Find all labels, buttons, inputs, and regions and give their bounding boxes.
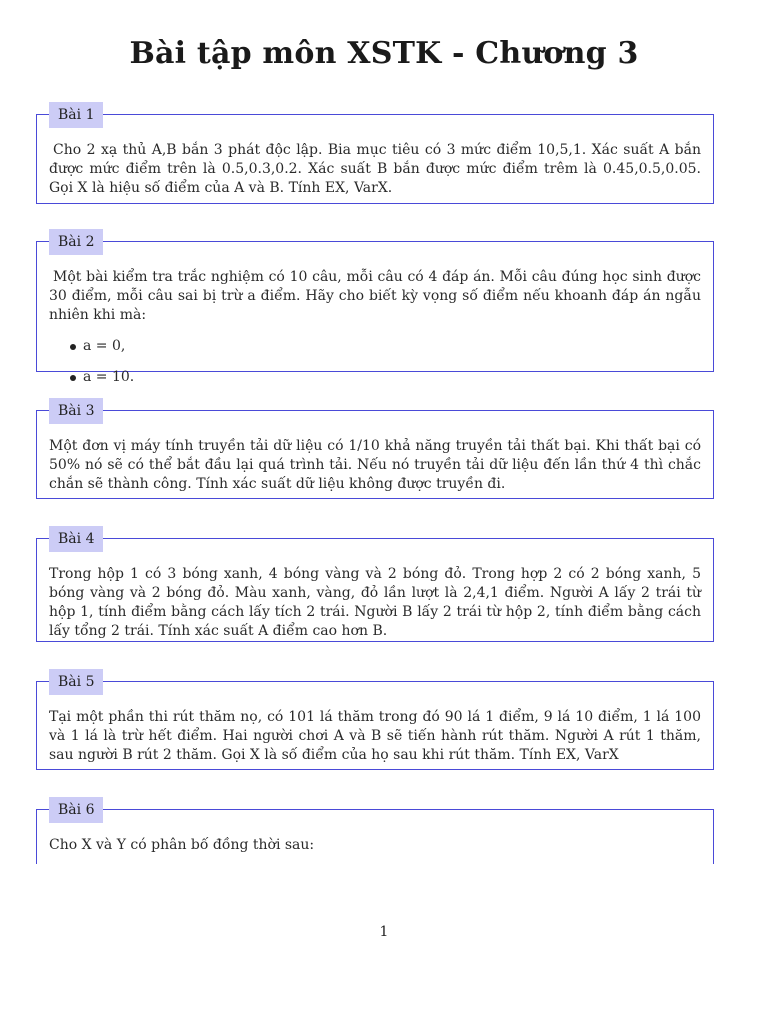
list-item: a = 10.	[71, 368, 701, 387]
problem-text-3: Một đơn vị máy tính truyền tải dữ liệu có 1/10 khả năng truyền tải thất bại. Khi thất bại có 50% nó sẽ có thể bắt đầu lại quá trình tải. Nếu nó truyền tải dữ liệu đến lần thứ 4 thì chắc chắn sẽ thành công. Tính xác suất dữ liệu không được truyền đi.	[49, 438, 701, 492]
problem-text-2: Một bài kiểm tra trắc nghiệm có 10 câu, mỗi câu có 4 đáp án. Mỗi câu đúng học sinh được 30 điểm, mỗi câu sai bị trừ a điểm. Hãy cho biết kỳ vọng số điểm nếu khoanh đáp án ngẫu nhiên khi mà:	[49, 269, 701, 323]
problem-box-5	[36, 674, 714, 770]
problem-box-3	[36, 403, 714, 499]
bullet-icon	[70, 344, 76, 350]
page-number: 1	[379, 924, 389, 940]
problem-label-2: Bài 2	[49, 229, 103, 255]
list-item: a = 0,	[71, 337, 701, 356]
problem-label-4: Bài 4	[49, 526, 103, 552]
problem-text-4: Trong hộp 1 có 3 bóng xanh, 4 bóng vàng và 2 bóng đỏ. Trong hợp 2 có 2 bóng xanh, 5 bóng vàng và 2 bóng đỏ. Màu xanh, vàng, đỏ lần lượt là 2,4,1 điểm. Người A lấy 2 trái từ hộp 1, tính điểm bằng cách lấy tích 2 trái. Người B lấy 2 trái từ hộp 2, tính điểm bằng cách lấy tổng 2 trái. Tính xác suất A điểm cao hơn B.	[49, 566, 701, 639]
problem-text-5: Tại một phần thi rút thăm nọ, có 101 lá thăm trong đó 90 lá 1 điểm, 9 lá 10 điểm, 1 lá 100 và 1 lá là trừ hết điểm. Hai người chơi A và B sẽ tiến hành rút thăm. Người A rút 1 thăm, sau người B rút 2 thăm. Gọi X là số điểm của họ sau khi rút thăm. Tính EX, VarX	[49, 709, 701, 763]
problem-label-6: Bài 6	[49, 797, 103, 823]
problem-text-6: Cho X và Y có phân bố đồng thời sau:	[49, 837, 315, 853]
problem-box-6	[36, 802, 714, 864]
problem-box-2	[36, 234, 714, 385]
problem-label-5: Bài 5	[49, 669, 103, 695]
bullet-icon	[70, 375, 76, 381]
problem-label-1: Bài 1	[49, 102, 103, 128]
problem-box-1	[36, 107, 714, 204]
problem-text-1: Cho 2 xạ thủ A,B bắn 3 phát độc lập. Bia mục tiêu có 3 mức điểm 10,5,1. Xác suất A bắn được mức điểm trên là 0.5,0.3,0.2. Xác suất B bắn được mức điểm trêm là 0.45,0.5,0.05. Gọi X là hiệu số điểm của A và B. Tính EX, VarX.	[49, 142, 701, 196]
page-title: Bài tập môn XSTK - Chương 3	[129, 36, 639, 71]
problem-box-4	[36, 531, 714, 642]
answer-options-list	[49, 337, 701, 387]
problem-label-3: Bài 3	[49, 398, 103, 424]
